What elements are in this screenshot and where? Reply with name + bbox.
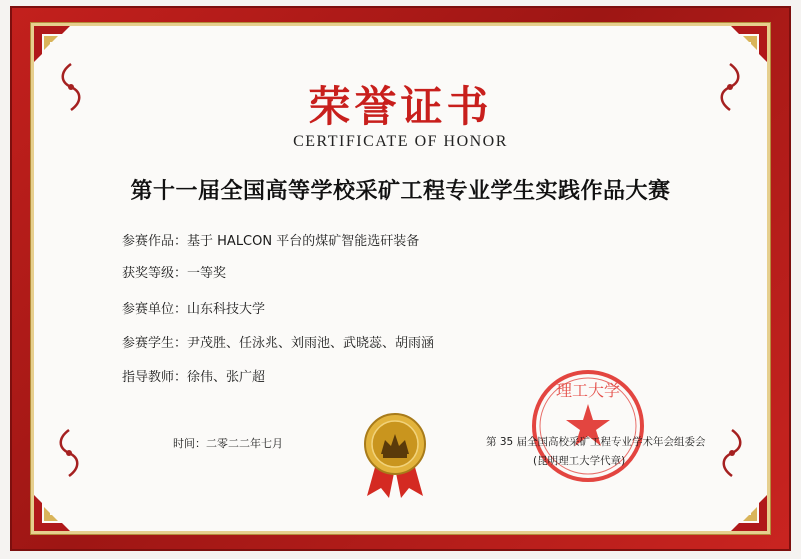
organizer-note: (昆明理工大学代章) — [533, 455, 626, 467]
official-seal-icon — [528, 366, 648, 486]
field-label: 参赛作品： — [122, 234, 188, 249]
field-value: 基于 HALCON 平台的煤矿智能选矸装备 — [187, 234, 420, 249]
field-value: 徐伟、张广超 — [187, 370, 266, 385]
field-label: 获奖等级： — [122, 266, 188, 281]
field-value: 一等奖 — [187, 266, 227, 281]
field-label: 参赛学生： — [122, 336, 188, 351]
competition-name: 第十一届全国高等学校采矿工程专业学生实践作品大赛 — [130, 179, 671, 204]
corner-ornament-icon — [707, 471, 767, 531]
field-label: 参赛单位： — [122, 302, 188, 317]
field-label: 指导教师： — [122, 370, 188, 385]
field-entry — [122, 230, 419, 249]
certificate-subtitle: CERTIFICATE OF HONOR — [293, 133, 508, 150]
field-value: 山东科技大学 — [187, 302, 266, 317]
scroll-ornament-icon — [719, 428, 745, 478]
field-advisors — [122, 366, 265, 385]
corner-ornament-icon — [34, 471, 94, 531]
field-value: 尹茂胜、任泳兆、刘雨池、武晓蕊、胡雨涵 — [187, 336, 435, 351]
issue-date: 时间：二零二二年七月 — [173, 437, 283, 450]
field-award-level — [122, 262, 226, 281]
scroll-ornament-icon — [56, 428, 82, 478]
medal-emblem-icon — [355, 410, 435, 500]
field-unit — [122, 298, 265, 317]
seal-text: 理工大学 — [555, 381, 621, 400]
organizer-name: 第 35 届全国高校采矿工程专业学术年会组委会 — [486, 436, 706, 448]
certificate-title: 荣誉证书 — [308, 82, 493, 131]
field-students — [122, 332, 434, 351]
